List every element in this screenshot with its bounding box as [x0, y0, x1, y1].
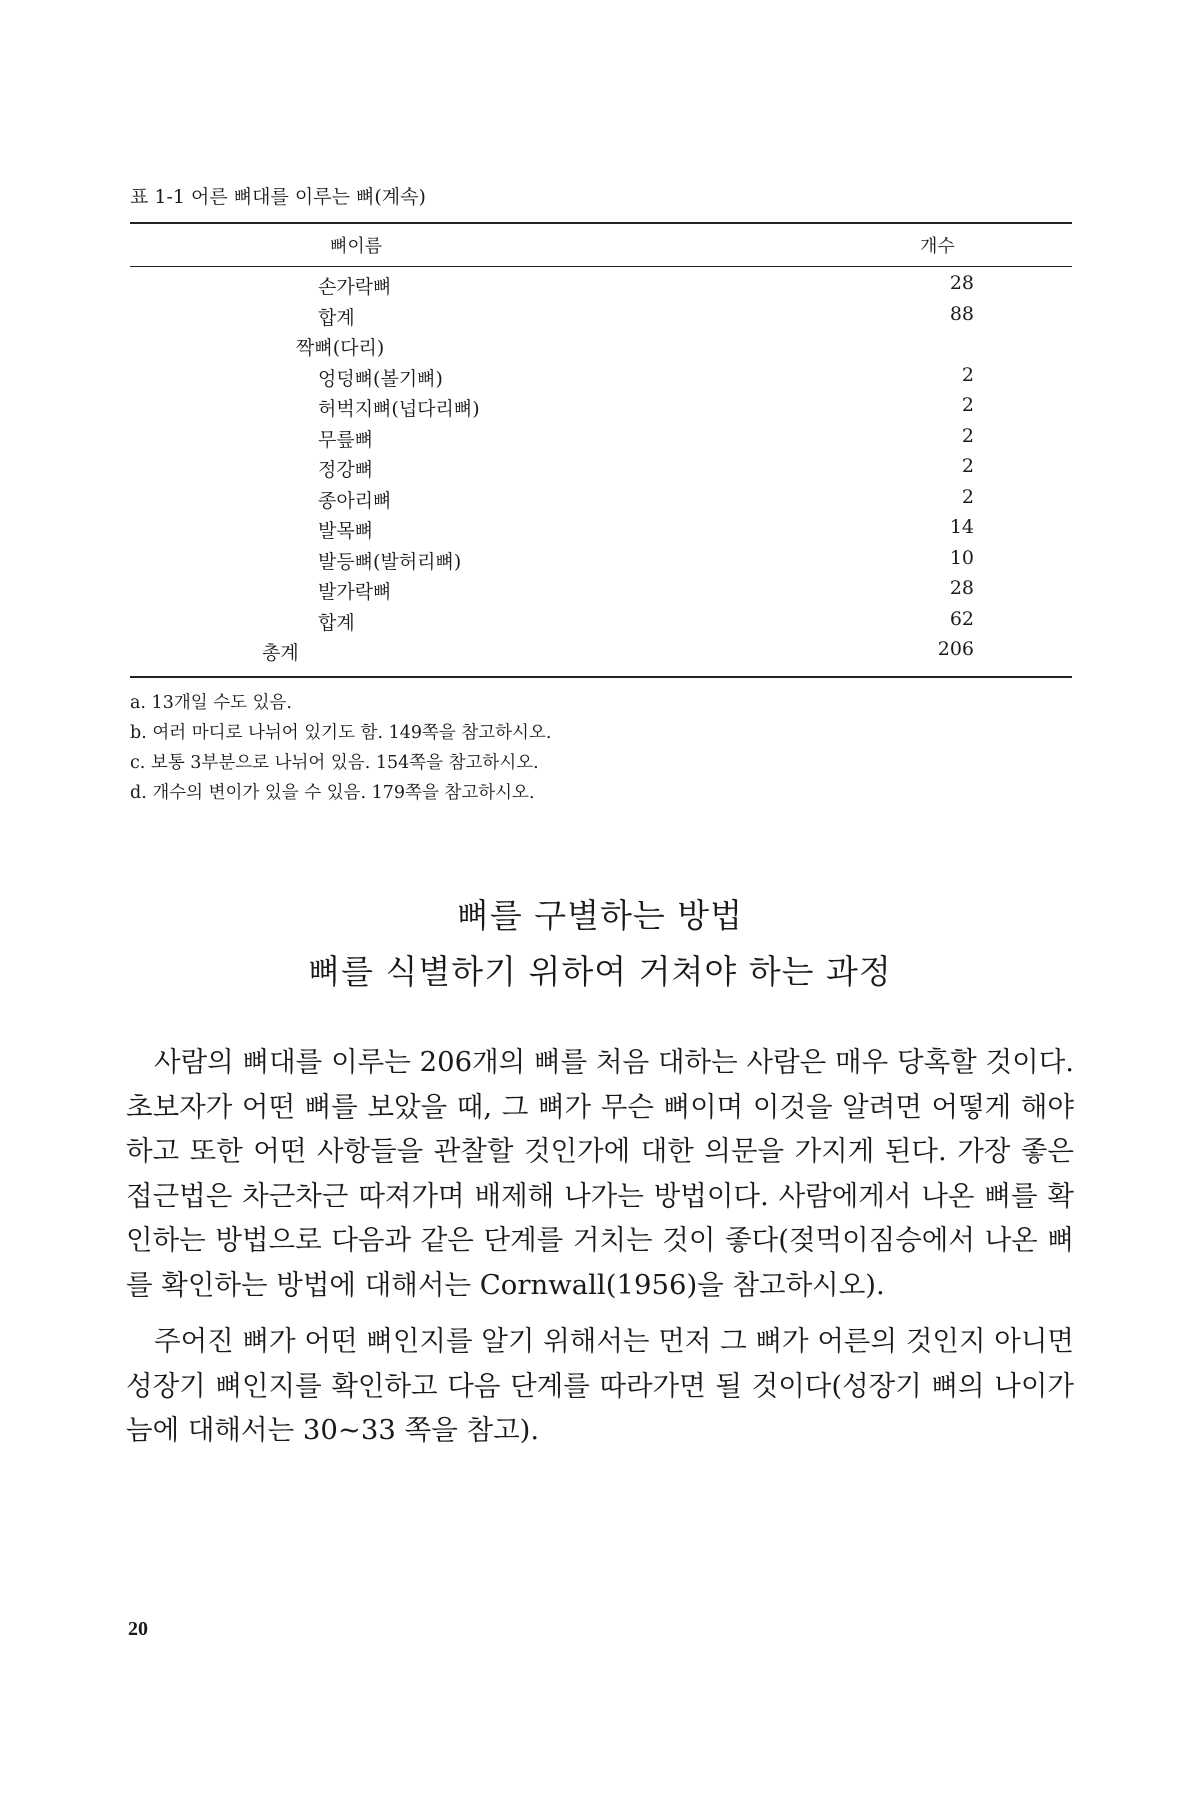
table-top-rule [130, 222, 1072, 224]
table-row [0, 362, 1200, 393]
column-header-bone-name: 뼈이름 [330, 236, 383, 257]
total-count: 206 [937, 638, 974, 660]
bone-name: 허벅지뼈(넙다리뼈) [318, 398, 480, 420]
footnote: a. 13개일 수도 있음. [130, 693, 292, 713]
column-header-count: 개수 [920, 236, 955, 257]
page-number: 20 [128, 1618, 148, 1640]
bone-count: 2 [961, 455, 974, 477]
table-row [0, 606, 1200, 637]
bone-name: 엉덩뼈(볼기뼈) [318, 367, 443, 390]
bone-name: 정강뼈 [318, 459, 374, 481]
table-row [0, 453, 1200, 484]
table-row [0, 301, 1200, 332]
table-row [0, 636, 1200, 667]
footnote: d. 개수의 변이가 있을 수 있음. 179쪽을 참고하시오. [130, 783, 535, 803]
table-row [0, 331, 1200, 362]
section-subtitle: 뼈를 식별하기 위하여 거쳐야 하는 과정 [308, 952, 892, 991]
table-row [0, 514, 1200, 545]
table-row [0, 423, 1200, 454]
group-label: 짝뼈(다리) [296, 337, 385, 359]
table-row [0, 484, 1200, 515]
footnote: c. 보통 3부분으로 나뉘어 있음. 154쪽을 참고하시오. [130, 753, 539, 773]
body-text [126, 1040, 1074, 1465]
subtotal-label: 합계 [318, 611, 355, 634]
table-row [0, 575, 1200, 606]
bone-count: 2 [961, 363, 974, 386]
bone-name: 종아리뼈 [318, 489, 392, 512]
table-row [0, 270, 1200, 301]
section-title: 뼈를 구별하는 방법 [456, 896, 743, 935]
table-row [0, 545, 1200, 576]
bone-count: 2 [961, 424, 974, 447]
bone-count: 2 [961, 485, 974, 508]
bone-count: 2 [961, 394, 974, 416]
bone-name: 발등뼈(발허리뼈) [318, 550, 462, 573]
bone-name: 발목뼈 [318, 520, 374, 542]
table-footnotes [130, 688, 551, 808]
table-body [0, 270, 1200, 667]
bone-name: 무릎뼈 [318, 428, 374, 451]
table-row [0, 392, 1200, 423]
bone-name: 발가락뼈 [318, 581, 392, 603]
bone-name: 손가락뼈 [318, 276, 392, 298]
bone-count: 14 [949, 516, 974, 538]
subtotal-count: 62 [949, 607, 974, 630]
table-bottom-rule [130, 676, 1072, 678]
footnote: b. 여러 마디로 나뉘어 있기도 함. 149쪽을 참고하시오. [130, 723, 552, 743]
bone-count: 28 [949, 272, 974, 294]
subtotal-label: 합계 [318, 306, 355, 329]
subtotal-count: 88 [949, 302, 974, 325]
bone-count: 28 [949, 577, 974, 599]
table-caption: 표 1-1 어른 뼈대를 이루는 뼈(계속) [130, 186, 426, 208]
table-header-rule [130, 266, 1072, 267]
paragraph: 사람의 뼈대를 이루는 206개의 뼈를 처음 대하는 사람은 매우 당혹할 것이다. 초보자가 어떤 뼈를 보았을 때, 그 뼈가 무슨 뼈이며 이것을 알려면 어떻게 해야 하고 또한 어떤 사항들을 관찰할 것인가에 대한 의문을 가지게 된다. 가장 좋은 접근법은 차근차근 따져가며 배제해 나가는 방법이다. 사람에게서 나온 뼈를 확인하는 방법으로 다음과 같은 단계를 거치는 것이 좋다(젖먹이짐승에서 나온 뼈를 확인하는 방법에 대해서는 Cornwall(1956)을 참고하시오). [126, 1046, 1074, 1301]
bone-count: 10 [949, 546, 974, 569]
paragraph: 주어진 뼈가 어떤 뼈인지를 알기 위해서는 먼저 그 뼈가 어른의 것인지 아니면 성장기 뼈인지를 확인하고 다음 단계를 따라가면 될 것이다(성장기 뼈의 나이가늠에 대해서는 30~33 쪽을 참고). [126, 1325, 1074, 1446]
total-label: 총계 [262, 642, 299, 664]
